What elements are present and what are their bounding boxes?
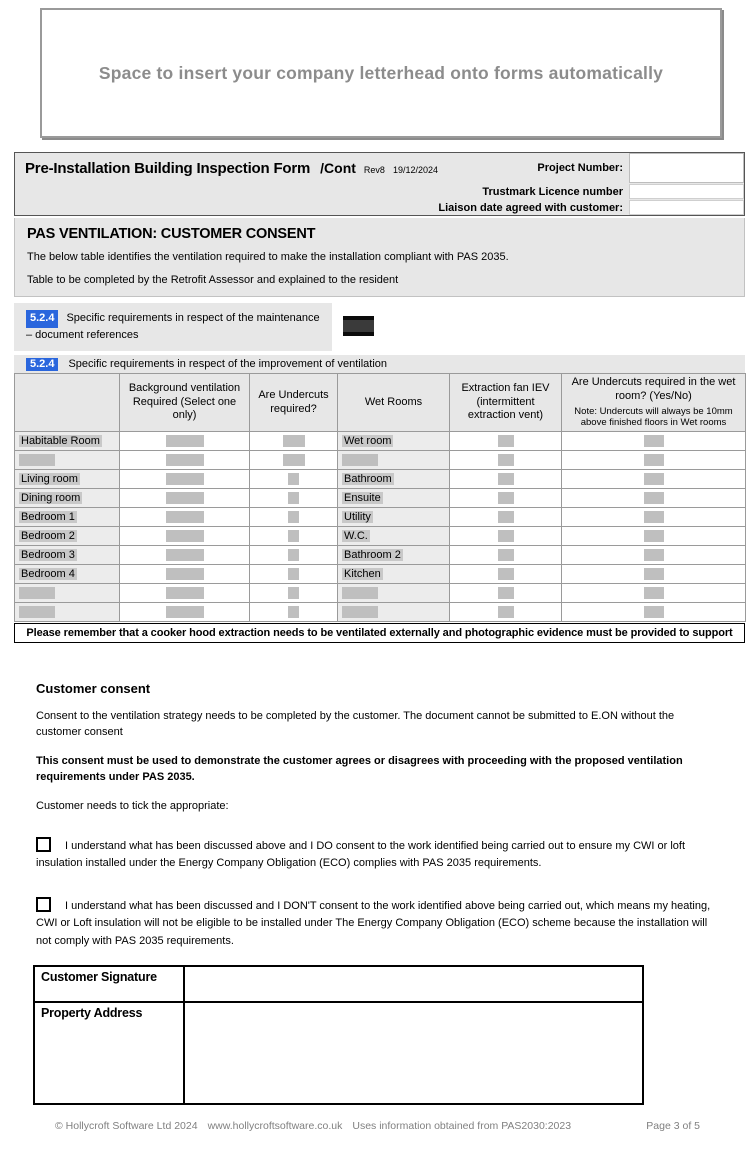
wet-room-undercuts-field[interactable]: [644, 492, 664, 504]
extraction-fan-field[interactable]: [498, 511, 514, 523]
clause-maintenance-text-area: [14, 303, 332, 351]
form-header-row-2: [15, 184, 744, 199]
table-row: [15, 489, 746, 508]
extraction-fan-field[interactable]: [498, 568, 514, 580]
room-name: Bedroom 3: [21, 549, 75, 561]
undercuts-required-field[interactable]: [288, 511, 299, 523]
form-header-row-1: [15, 153, 744, 183]
col-header-wet-rooms: Wet Rooms: [338, 374, 450, 432]
revision-label: Rev8: [363, 164, 385, 175]
background-ventilation-field[interactable]: [166, 587, 204, 599]
empty-wet-room-field[interactable]: [342, 454, 378, 466]
background-ventilation-field[interactable]: [166, 530, 204, 542]
form-title-area: [15, 160, 537, 177]
pas-ventilation-section: [14, 218, 745, 297]
room-name: Bedroom 1: [21, 511, 75, 523]
consent-para-3: Customer needs to tick the appropriate:: [36, 799, 229, 812]
undercuts-required-field[interactable]: [288, 549, 299, 561]
room-name: Bedroom 4: [21, 568, 75, 580]
form-title-suffix: /Cont: [320, 159, 356, 176]
extraction-fan-field[interactable]: [498, 549, 514, 561]
extraction-fan-field[interactable]: [498, 606, 514, 618]
wet-room-name: W.C.: [344, 530, 368, 542]
customer-signature-label: Customer Signature: [34, 966, 184, 1002]
consent-para-2: This consent must be used to demonstrate the customer agrees or disagrees with proceeding with the proposed ventilation requirements under PAS 2035.: [36, 754, 683, 783]
col-header-extraction-fan: Extraction fan IEV (intermittent extraction vent): [450, 374, 562, 432]
room-name: Living room: [21, 473, 78, 485]
table-row: [15, 603, 746, 622]
empty-wet-room-field[interactable]: [342, 587, 378, 599]
wet-room-name: Wet room: [344, 435, 392, 447]
footer-page-number: Page 3 of 5: [646, 1120, 700, 1132]
clause-badge: 5.2.4: [26, 310, 58, 328]
property-address-label: Property Address: [34, 1002, 184, 1104]
wet-room-undercuts-field[interactable]: [644, 568, 664, 580]
wet-room-name: Bathroom 2: [344, 549, 401, 561]
customer-signature-row: [34, 966, 643, 1002]
background-ventilation-field[interactable]: [166, 473, 204, 485]
letterhead-text: Space to insert your company letterhead onto forms automatically: [98, 62, 664, 83]
table-row: [15, 546, 746, 565]
revision-date: 19/12/2024: [392, 164, 438, 175]
customer-signature-field[interactable]: [184, 966, 643, 1002]
liaison-date-label: Liaison date agreed with customer:: [438, 201, 623, 214]
background-ventilation-field[interactable]: [166, 568, 204, 580]
footer-url: www.hollycroftsoftware.co.uk: [207, 1120, 343, 1132]
background-ventilation-field[interactable]: [166, 606, 204, 618]
trustmark-licence-input[interactable]: [629, 184, 744, 199]
room-name: Dining room: [21, 492, 81, 504]
project-number-label: Project Number:: [537, 162, 623, 174]
table-row: [15, 470, 746, 489]
dont-consent-text: I understand what has been discussed and I DON'T consent to the work identified above being carried out, which means my heating, CWI or Loft insulation will not be eligible to be installed under The Energy Company Obligation (ECO) scheme because the installation will not comply with PAS 2035 requirements.: [36, 899, 711, 948]
form-header: [14, 152, 745, 216]
background-ventilation-field[interactable]: [166, 435, 204, 447]
clause-maintenance-row: [14, 303, 745, 351]
project-number-input[interactable]: [629, 153, 744, 183]
clause-maintenance-field-area: [332, 303, 745, 351]
table-row: [15, 432, 746, 451]
consent-option-do: [36, 837, 722, 873]
clause-improvement-text: Specific requirements in respect of the improvement of ventilation: [68, 358, 388, 370]
wet-room-name: Kitchen: [344, 568, 381, 580]
customer-consent-section: [36, 681, 722, 951]
table-row: [15, 508, 746, 527]
room-name: Habitable Room: [21, 435, 100, 447]
table-row: [15, 451, 746, 470]
form-header-row-3: [15, 200, 744, 215]
wet-room-name: Bathroom: [344, 473, 392, 485]
letterhead-box: [40, 8, 722, 138]
col-header-undercuts: Are Undercuts required?: [250, 374, 338, 432]
col-header-wet-room-undercuts-label: Are Undercuts required in the wet room? (Yes/No): [571, 376, 736, 403]
wet-room-undercuts-field[interactable]: [644, 435, 664, 447]
pas-section-line1: The below table identifies the ventilation required to make the installation compliant with PAS 2035.: [27, 251, 509, 263]
consent-heading: Customer consent: [36, 681, 151, 696]
col-header-wet-room-undercuts-note: Note: Undercuts will always be 10mm above finished floors in Wet rooms: [574, 405, 733, 429]
table-row: [15, 565, 746, 584]
property-address-row: [34, 1002, 643, 1104]
background-ventilation-field[interactable]: [166, 511, 204, 523]
clause-improvement-row: [14, 355, 745, 373]
empty-wet-room-field[interactable]: [342, 606, 378, 618]
table-row: [15, 584, 746, 603]
extraction-fan-field[interactable]: [498, 492, 514, 504]
background-ventilation-field[interactable]: [166, 454, 204, 466]
form-title: Pre-Installation Building Inspection Form: [25, 159, 311, 177]
dont-consent-checkbox[interactable]: [36, 897, 51, 912]
background-ventilation-field[interactable]: [166, 492, 204, 504]
signature-table: [33, 965, 644, 1105]
col-header-room: [15, 374, 120, 432]
undercuts-required-field[interactable]: [288, 530, 299, 542]
background-ventilation-field[interactable]: [166, 549, 204, 561]
wet-room-undercuts-field[interactable]: [644, 454, 664, 466]
wet-room-undercuts-field[interactable]: [644, 530, 664, 542]
col-header-wet-room-undercuts: [562, 374, 746, 432]
wet-room-name: Ensuite: [344, 492, 381, 504]
maintenance-document-reference-field[interactable]: [343, 316, 374, 336]
undercuts-required-field[interactable]: [288, 587, 299, 599]
footer-copyright: © Hollycroft Software Ltd 2024: [55, 1120, 198, 1132]
undercuts-required-field[interactable]: [288, 492, 299, 504]
clause-maintenance-text: Specific requirements in respect of the maintenance – document references: [26, 312, 320, 341]
wet-room-undercuts-field[interactable]: [644, 606, 664, 618]
pas-section-line2: Table to be completed by the Retrofit Assessor and explained to the resident: [27, 274, 399, 286]
empty-room-field[interactable]: [19, 587, 55, 599]
property-address-field[interactable]: [184, 1002, 643, 1104]
trustmark-licence-label: Trustmark Licence number: [482, 185, 623, 198]
footer-info: Uses information obtained from PAS2030:2023: [352, 1120, 572, 1132]
col-header-background-ventilation: Background ventilation Required (Select one only): [120, 374, 250, 432]
form-body: [14, 152, 745, 643]
ventilation-table: [14, 373, 746, 622]
ventilation-table-body: [15, 432, 746, 622]
undercuts-required-field[interactable]: [288, 568, 299, 580]
extraction-fan-field[interactable]: [498, 435, 514, 447]
undercuts-required-field[interactable]: [283, 454, 305, 466]
empty-room-field[interactable]: [19, 454, 55, 466]
extraction-fan-field[interactable]: [498, 454, 514, 466]
page-footer: [0, 1120, 752, 1132]
consent-para-1: Consent to the ventilation strategy needs to be completed by the customer. The document cannot be submitted to E.ON without the customer consent: [36, 710, 675, 738]
wet-room-undercuts-field[interactable]: [644, 511, 664, 523]
room-name: Bedroom 2: [21, 530, 75, 542]
empty-room-field[interactable]: [19, 606, 55, 618]
table-row: [15, 527, 746, 546]
liaison-date-input[interactable]: [629, 200, 744, 215]
do-consent-text: I understand what has been discussed above and I DO consent to the work identified being carried out to ensure my CWI or loft insulation installed under the Energy Company Obligation (ECO) complies with PAS 2035 requirements.: [36, 839, 686, 870]
do-consent-checkbox[interactable]: [36, 837, 51, 852]
wet-room-name: Utility: [344, 511, 371, 523]
extraction-fan-field[interactable]: [498, 587, 514, 599]
wet-room-undercuts-field[interactable]: [644, 587, 664, 599]
extraction-fan-field[interactable]: [498, 473, 514, 485]
clause-badge: 5.2.4: [26, 358, 58, 371]
undercuts-required-field[interactable]: [288, 473, 299, 485]
undercuts-required-field[interactable]: [288, 606, 299, 618]
undercuts-required-field[interactable]: [283, 435, 305, 447]
wet-room-undercuts-field[interactable]: [644, 473, 664, 485]
wet-room-undercuts-field[interactable]: [644, 549, 664, 561]
cooker-hood-note: Please remember that a cooker hood extraction needs to be ventilated externally and photographic evidence must be provided to support: [14, 623, 745, 643]
pas-section-heading: PAS VENTILATION: CUSTOMER CONSENT: [27, 226, 316, 242]
extraction-fan-field[interactable]: [498, 530, 514, 542]
ventilation-table-header-row: [15, 374, 746, 432]
consent-option-dont: [36, 897, 722, 951]
